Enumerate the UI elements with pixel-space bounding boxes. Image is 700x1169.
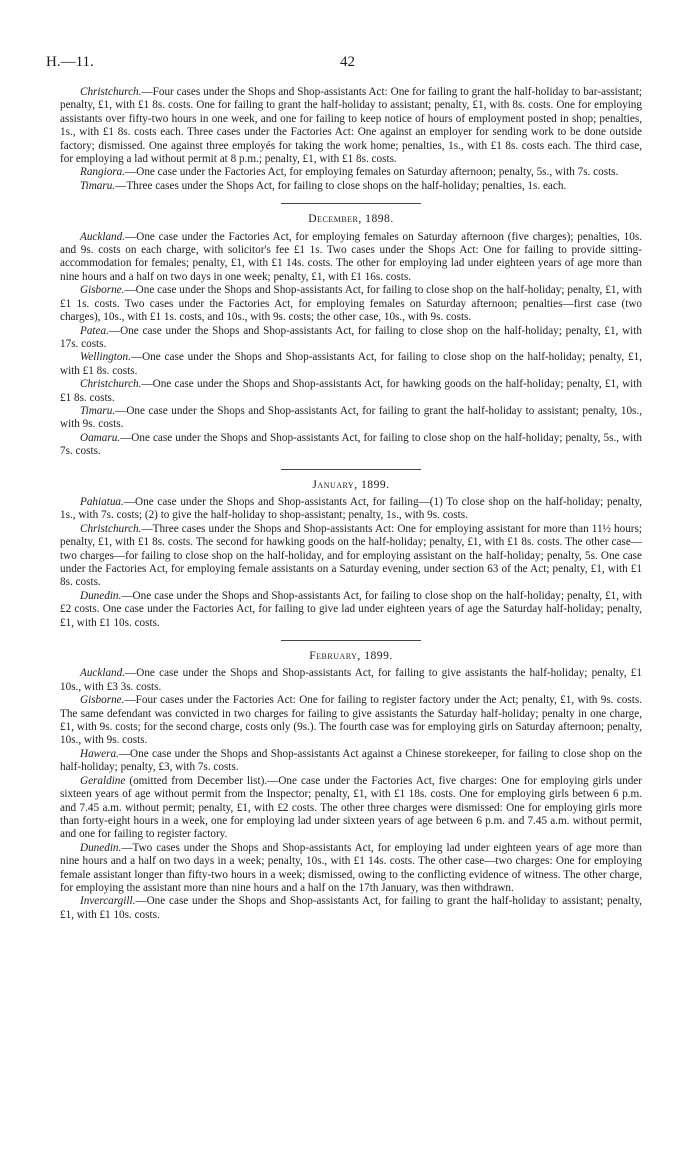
entry-text: —One case under the Shops and Shop-assistants Act, for failing to close shop on the half-holiday; penalty, £1, with £2 costs. One case under the Factories Act, for failing to give lad under eighteen years of age the Saturday half-holiday; penalty, £1, with £1 10s. costs. — [60, 589, 642, 629]
entry-text: —One case under the Shops and Shop-assistants Act against a Chinese storekeeper, for failing to close shop on the half-holiday; penalty, £3, with 7s. costs. — [60, 747, 642, 774]
entry-paragraph — [60, 325, 642, 352]
entry-paragraph — [60, 86, 642, 166]
entry-text: —One case under the Factories Act, for employing females on Saturday afternoon; penalty, 5s., with 7s. costs. — [125, 166, 619, 179]
entry-text: —One case under the Shops and Shop-assistants Act, for failing to grant the half-holiday to assistant; penalty, £1, with £1 10s. costs. — [60, 895, 642, 921]
entry-text: —One case under the Shops and Shop-assistants Act, for failing to give assistants the half-holiday; penalty, £1 10s., with £3 3s. costs. — [60, 667, 642, 693]
section-heading: December, 1898. — [308, 212, 394, 226]
document-reference: H.—11. — [46, 54, 94, 70]
entry-paragraph — [60, 432, 642, 459]
place-name: Oamaru. — [80, 431, 121, 444]
place-name: Invercargill. — [80, 895, 136, 908]
entry-paragraph — [60, 895, 642, 922]
place-name: Christchurch. — [80, 522, 142, 535]
entry-paragraph — [60, 180, 642, 193]
entry-paragraph — [60, 231, 642, 285]
entry-text: —One case under the Shops and Shop-assistants Act, for failing to close shop on the half-holiday; penalty, £1, with £1 1s. costs. Two cases under the Factories Act, for employing females on Saturday afternoon; penalties—first case (two charges), 10s., with £1 1s. costs, and 10s., with 9s. costs; the other case, 10s., with 9s. costs. — [60, 284, 642, 324]
place-name: Wellington. — [80, 351, 131, 364]
place-name: Rangiora. — [80, 166, 126, 179]
entry-paragraph — [60, 166, 642, 179]
section-december-1898 — [60, 203, 642, 458]
place-name: Christchurch. — [80, 86, 142, 98]
entry-paragraph — [60, 496, 642, 523]
place-name: Auckland. — [80, 230, 126, 243]
entry-text: —Four cases under the Shops and Shop-assistants Act: One for failing to grant the half-holiday to bar-assistant; penalty, £1, with £1 8s. costs. One for failing to grant the half-holiday to assistant; penalty, £1, with 8s. costs. One for employing assistants over fifty-two hours in one week, and one for failing to keep notice of hours of employment posted in shop; penalties, 1s., with £1 8s. costs each. Three cases under the Factories Act: One against an employer for sending work to be done outside factory; dismissed. One against three employés for taking the work home; penalties, 1s., with £1 8s. costs each. The third case, for employing a lad without permit at 8 p.m.; penalty, £1, with £1 8s. costs. — [60, 86, 642, 166]
entry-paragraph — [60, 775, 642, 842]
entry-text: —One case under the Shops and Shop-assistants Act, for failing to close shop on the half-holiday; penalty, £1, with £1 8s. costs. — [60, 351, 642, 377]
entry-paragraph — [60, 284, 642, 324]
place-name: Christchurch. — [80, 378, 142, 391]
section-february-1899 — [60, 640, 642, 922]
place-name: Pahiatua. — [80, 495, 124, 508]
entry-text: —Three cases under the Shops and Shop-assistants Act: One for employing assistant for more than 11½ hours; penalty, £1, with £1 8s. costs. The second for hawking goods on the half-holiday; penalty, £1, with £1 8s. costs. The other case—two charges—for failing to close shop on the half-holiday, and for employing assistant on the half-holiday; penalty, 5s. One case under the Factories Act, for employing female assistants on a Saturday evening, under section 63 of the Act; penalty, £1, with £1 8s. costs. — [60, 522, 642, 589]
place-name: Gisborne. — [80, 694, 125, 707]
place-name: Auckland. — [80, 667, 126, 680]
entry-paragraph — [60, 667, 642, 694]
entry-paragraph — [60, 842, 642, 896]
entry-text: —One case under the Shops and Shop-assistants Act, for failing to close shop on the half-holiday; penalty, £1, with 17s. costs. — [60, 324, 642, 350]
entry-text: —Four cases under the Factories Act: One for failing to register factory under the Act; penalty, £1, with 9s. costs. The same defendant was convicted in two charges for failing to give assistants the Saturday half-holiday; penalty in one charge, £1, with 9s. costs; for the second charge, costs only (9s.). The fourth case was for employing girls on Saturday afternoon; penalty, 10s., with 9s. costs. — [60, 694, 642, 747]
entry-text: —One case under the Factories Act, for employing females on Saturday afternoon (five charges); penalties, 10s. and 9s. costs on each charge, with solicitor's fee £1 1s. Two cases under the Shops Act: One for failing to provide sitting-accommodation for females; penalty, £1, with £1 14s. costs. The other for employing lad under eighteen years of age more than nine hours and a half on two days in one week; penalty, £1, with £1 16s. costs. — [60, 230, 642, 283]
entry-paragraph — [60, 748, 642, 775]
page-number: 42 — [340, 54, 355, 70]
entry-text: (omitted from December list).—One case under the Factories Act, five charges: One for employing girls under sixteen years of age without permit from the Inspector; penalty, £1, with £1 18s. costs. One for employing girls between 6 p.m. and 7.45 a.m. without permit; penalty, £1, with £2 costs. The other three charges were dismissed: One for employing girls more than forty-eight hours in a week, one for employing lad under sixteen years of age between 6 p.m. and 7.45 a.m. without permit, and one for failing to register factory. — [60, 774, 642, 841]
entry-text: —One case under the Shops and Shop-assistants Act, for failing to close shop on the half-holiday; penalty, 5s., with 7s. costs. — [60, 431, 642, 458]
entry-paragraph — [60, 590, 642, 630]
section-divider — [281, 469, 421, 470]
entry-text: —Two cases under the Shops and Shop-assistants Act, for employing lad under eighteen years of age more than nine hours and a half on two days in a week; penalty, 10s., with £1 14s. costs. The other case—two charges: One for employing female assistant longer than fifty-two hours in a week; dismissed, owing to the conflicting evidence of witness. The other charge, for employing the assistant more than nine hours and a half on the 17th January, was then withdrawn. — [60, 841, 642, 894]
section-heading: February, 1899. — [309, 649, 393, 663]
section-heading: January, 1899. — [312, 477, 390, 491]
place-name: Hawera. — [80, 747, 119, 760]
entry-paragraph — [60, 523, 642, 590]
entry-text: —One case under the Shops and Shop-assistants Act, for failing—(1) To close shop on the half-holiday; penalty, 1s., with 7s. costs; (2) to give the half-holiday to shop-assistant; penalty, 1s., with 9s. costs. — [60, 495, 642, 522]
place-name: Dunedin. — [80, 841, 122, 854]
section-january-1899 — [60, 469, 642, 630]
entry-text: —Three cases under the Shops Act, for failing to close shops on the half-holiday; penalties, 1s. each. — [115, 179, 567, 192]
section-divider — [281, 203, 421, 204]
place-name: Geraldine — [80, 774, 126, 787]
place-name: Patea. — [80, 324, 109, 337]
entry-paragraph — [60, 351, 642, 378]
entry-paragraph — [60, 405, 642, 432]
entry-text: —One case under the Shops and Shop-assistants Act, for failing to grant the half-holiday to assistant; penalty, 10s., with 9s. costs. — [60, 404, 642, 431]
place-name: Gisborne. — [80, 284, 125, 297]
entry-text: —One case under the Shops and Shop-assistants Act, for hawking goods on the half-holiday; penalty, £1, with £1 8s. costs. — [60, 378, 642, 404]
section-divider — [281, 640, 421, 641]
place-name: Dunedin. — [80, 589, 122, 602]
place-name: Timaru. — [80, 404, 116, 417]
entry-paragraph — [60, 694, 642, 748]
entry-paragraph — [60, 378, 642, 405]
place-name: Timaru. — [80, 179, 116, 192]
document-body — [60, 86, 642, 922]
